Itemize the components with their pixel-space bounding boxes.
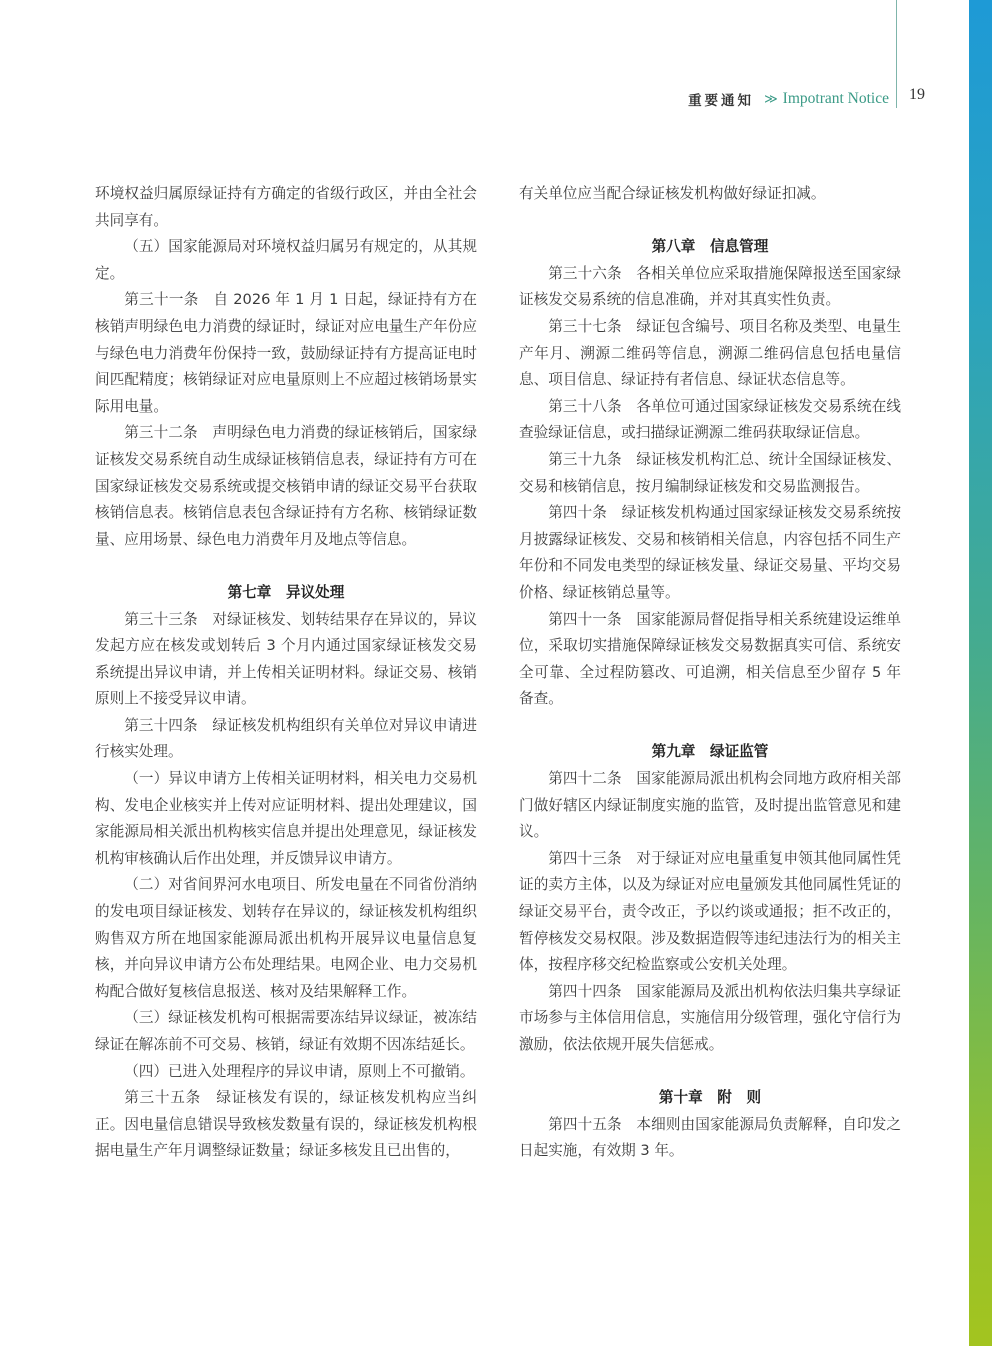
article-paragraph: 环境权益归属原绿证持有方确定的省级行政区，并由全社会共同享有。 xyxy=(95,185,477,229)
article-paragraph: 第三十五条 绿证核发有误的，绿证核发机构应当纠正。因电量信息错误导致核发数量有误的，绿证核发机构根据电量生产年月调整绿证数量；绿证多核发且已出售的， xyxy=(95,1089,477,1160)
article-paragraph: 第四十条 绿证核发机构通过国家绿证核发交易系统按月披露绿证核发、交易和核销相关信息，内容包括不同生产年份和不同发电类型的绿证核发量、绿证交易量、平均交易价格、绿证核销总量等。 xyxy=(519,504,901,601)
article-paragraph: 第三十九条 绿证核发机构汇总、统计全国绿证核发、交易和核销信息，按月编制绿证核发和交易监测报告。 xyxy=(519,450,901,495)
chapter-heading: 第十章 附 则 xyxy=(658,1089,762,1107)
article-paragraph: （三）绿证核发机构可根据需要冻结异议绿证，被冻结绿证在解冻前不可交易、核销，绿证有效期不因冻结延长。 xyxy=(95,1009,477,1053)
article-paragraph: 第三十八条 各单位可通过国家绿证核发交易系统在线查验绿证信息，或扫描绿证溯源二维码获取绿证信息。 xyxy=(519,397,901,442)
section-title-cn: 重要通知 xyxy=(688,93,755,109)
double-chevron-icon: ≫ xyxy=(764,91,778,107)
article-paragraph: （四）已进入处理程序的异议申请，原则上不可撤销。 xyxy=(124,1062,475,1080)
article-paragraph: 第三十三条 对绿证核发、划转结果存在异议的，异议发起方应在核发或划转后 3 个月内通过国家绿证核发交易系统提出异议申请，并上传相关证明材料。绿证交易、核销原则上不接受异议申请。 xyxy=(95,610,477,708)
article-paragraph: （二）对省间界河水电项目、所发电量在不同省份消纳的发电项目绿证核发、划转存在异议的，绿证核发机构组织购售双方所在地国家能源局派出机构开展异议电量信息复核，并向异议申请方公布处理结果。电网企业、电力交易机构配合做好复核信息报送、核对及结果解释工作。 xyxy=(95,876,477,1000)
right-column xyxy=(519,181,901,1165)
article-paragraph: 第三十七条 绿证包含编号、项目名称及类型、电量生产年月、溯源二维码等信息，溯源二维码信息包括电量信息、项目信息、绿证持有者信息、绿证状态信息等。 xyxy=(519,317,901,389)
article-paragraph: 有关单位应当配合绿证核发机构做好绿证扣减。 xyxy=(519,185,826,202)
article-paragraph: （五）国家能源局对环境权益归属另有规定的，从其规定。 xyxy=(95,238,477,282)
chapter-heading: 第九章 绿证监管 xyxy=(651,743,769,761)
page-number: 19 xyxy=(909,86,925,103)
article-paragraph: 第三十六条 各相关单位应采取措施保障报送至国家绿证核发交易系统的信息准确，并对其真实性负责。 xyxy=(519,264,901,309)
article-paragraph: 第四十五条 本细则由国家能源局负责解释，自印发之日起实施，有效期 3 年。 xyxy=(519,1115,901,1160)
decorative-gradient-bar xyxy=(969,0,992,1346)
article-paragraph: 第三十一条 自 2026 年 1 月 1 日起，绿证持有方在核销声明绿色电力消费的绿证时，绿证对应电量生产年份应与绿色电力消费年份保持一致，鼓励绿证持有方提高证电时间匹配精度；核销绿证对应电量原则上不应超过核销场景实际用电量。 xyxy=(95,291,477,415)
left-column xyxy=(95,181,477,1165)
article-paragraph: 第四十一条 国家能源局督促指导相关系统建设运维单位，采取切实措施保障绿证核发交易数据真实可信、系统安全可靠、全过程防篡改、可追溯，相关信息至少留存 5 年备查。 xyxy=(519,610,901,708)
article-paragraph: （一）异议申请方上传相关证明材料，相关电力交易机构、发电企业核实并上传对应证明材料、提出处理建议，国家能源局相关派出机构核实信息并提出处理意见，绿证核发机构审核确认后作出处理，并反馈异议申请方。 xyxy=(95,770,477,867)
running-header xyxy=(600,88,889,110)
article-paragraph: 第三十二条 声明绿色电力消费的绿证核销后，国家绿证核发交易系统自动生成绿证核销信息表，绿证持有方可在国家绿证核发交易系统或提交核销申请的绿证交易平台获取核销信息表。核销信息表包含绿证持有方名称、核销绿证数量、应用场景、绿色电力消费年月及地点等信息。 xyxy=(95,424,477,548)
article-paragraph: 第三十四条 绿证核发机构组织有关单位对异议申请进行核实处理。 xyxy=(95,716,477,761)
section-title-en: Impotrant Notice xyxy=(782,90,889,107)
article-paragraph: 第四十四条 国家能源局及派出机构依法归集共享绿证市场参与主体信用信息，实施信用分级管理，强化守信行为激励，依法依规开展失信惩戒。 xyxy=(519,982,901,1053)
header-divider xyxy=(896,0,897,108)
chapter-heading: 第七章 异议处理 xyxy=(227,583,345,601)
article-paragraph: 第四十二条 国家能源局派出机构会同地方政府相关部门做好辖区内绿证制度实施的监管，及时提出监管意见和建议。 xyxy=(519,770,901,841)
article-paragraph: 第四十三条 对于绿证对应电量重复申领其他同属性凭证的卖方主体，以及为绿证对应电量颁发其他同属性凭证的绿证交易平台，责令改正，予以约谈或通报；拒不改正的，暂停核发交易权限。涉及数据造假等违纪违法行为的相关主体，按程序移交纪检监察或公安机关处理。 xyxy=(519,849,901,974)
chapter-heading: 第八章 信息管理 xyxy=(651,238,769,256)
